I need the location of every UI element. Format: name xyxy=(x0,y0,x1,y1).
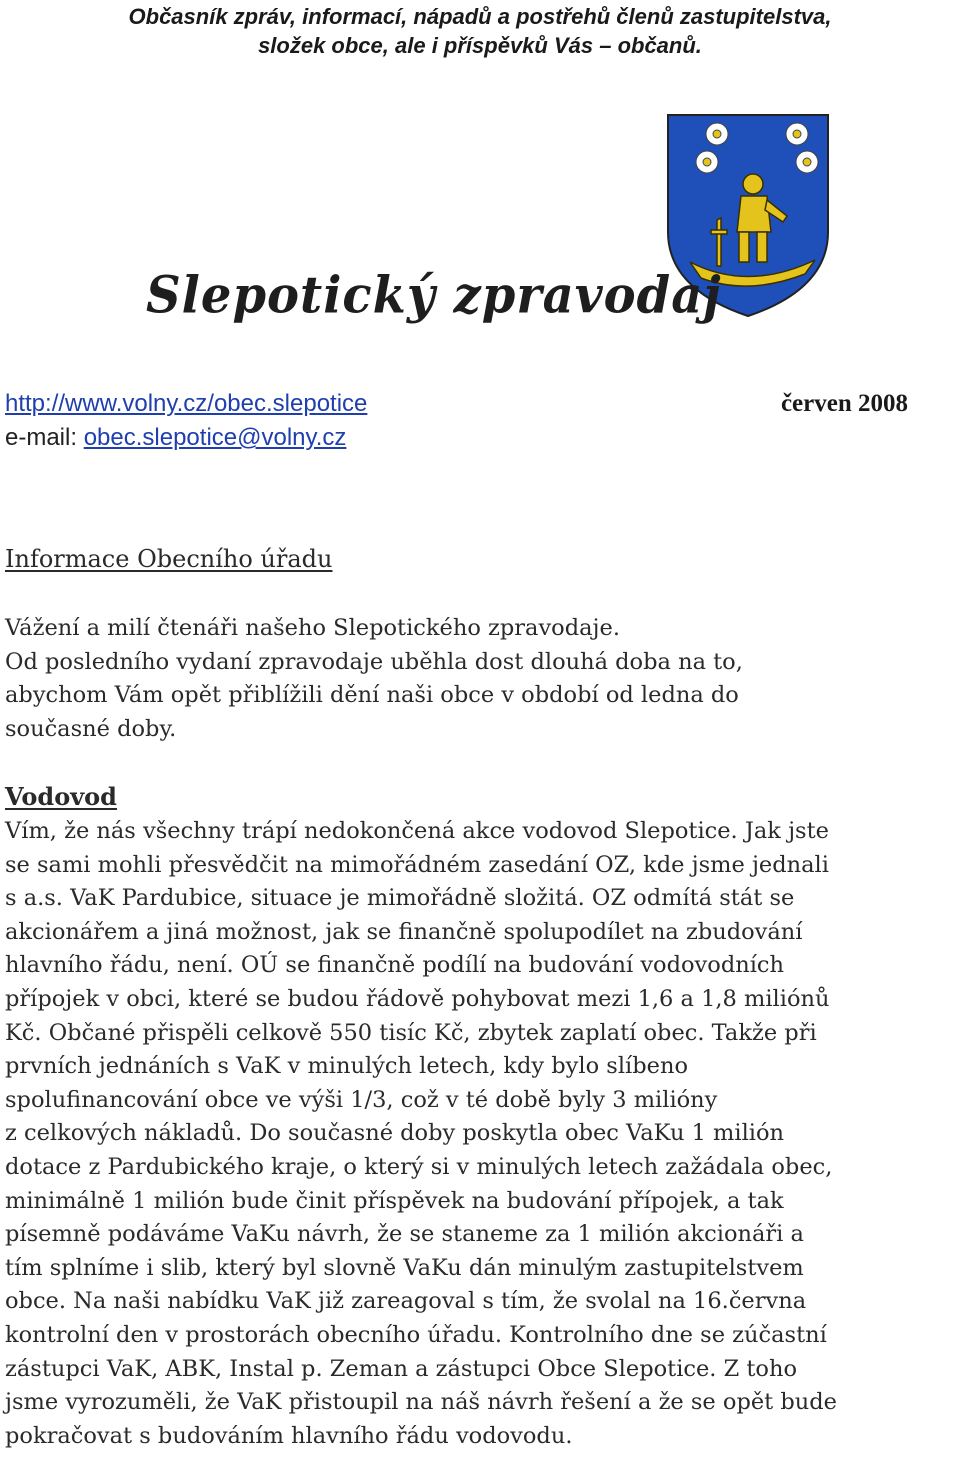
body-line: s a.s. VaK Pardubice, situace je mimořádně složitá. OZ odmítá stát se xyxy=(5,885,795,912)
intro-line: abychom Vám opět přiblížili dění naši obce v období od ledna do xyxy=(5,682,739,709)
body-line: dotace z Pardubického kraje, o který si v minulých letech zažádala obec, xyxy=(5,1153,833,1180)
email-link[interactable]: obec.slepotice@volny.cz xyxy=(83,424,347,451)
body-line: Vím, že nás všechny trápí nedokončená akce vodovod Slepotice. Jak jste xyxy=(5,818,829,844)
body-line: jsme vyrozuměli, že VaK přistoupil na náš návrh řešení a že se opět bude xyxy=(5,1389,837,1416)
intro-line: Vážení a milí čtenáři našeho Slepotického zpravodaje. xyxy=(5,615,620,641)
intro-line: Od posledního vydaní zpravodaje uběhla dost dlouhá doba na to, xyxy=(5,648,743,675)
tagline xyxy=(0,2,960,60)
email-label: e-mail: xyxy=(5,424,84,451)
issue-date: červen 2008 xyxy=(780,390,908,417)
body-line: akcionářem a jiná možnost, jak se finančně spolupodílet na zbudování xyxy=(5,918,803,945)
vodovod-subheading: Vodovod xyxy=(5,782,117,811)
body-line: zástupci VaK, ABK, Instal p. Zeman a zástupci Obce Slepotice. Z toho xyxy=(5,1355,798,1382)
tagline-line-1: Občasník zpráv, informací, nápadů a postřehů členů zastupitelstva, xyxy=(128,4,832,29)
body-line: tím splníme i slib, který byl slovně VaKu dán minulým zastupitelstvem xyxy=(5,1254,804,1281)
body-line: kontrolní den v prostorách obecního úřadu. Kontrolního dne se zúčastní xyxy=(5,1321,827,1348)
newsletter-title: Slepotický zpravodaj xyxy=(146,266,722,325)
body-line: přípojek v obci, které se budou řádově pohybovat mezi 1,6 a 1,8 miliónů xyxy=(5,985,830,1012)
body-line: obce. Na naši nabídku VaK již zareagoval s tím, že svolal na 16.června xyxy=(5,1288,807,1315)
body-line: se sami mohli přesvědčit na mimořádném zasedání OZ, kde jsme jednali xyxy=(5,851,829,878)
body-line: pokračovat s budováním hlavního řádu vodovodu. xyxy=(5,1422,573,1449)
body-line: z celkových nákladů. Do současné doby poskytla obec VaKu 1 milión xyxy=(5,1120,785,1147)
website-link[interactable]: http://www.volny.cz/obec.slepotice xyxy=(5,390,368,417)
body-line: písemně podáváme VaKu návrh, že se staneme za 1 milión akcionáři a xyxy=(5,1221,804,1248)
body-line: Kč. Občané přispěli celkově 550 tisíc Kč, zbytek zaplatí obec. Takže při xyxy=(5,1019,817,1046)
intro-line: současné doby. xyxy=(5,715,177,742)
website-line xyxy=(5,390,367,418)
section-heading: Informace Obecního úřadu xyxy=(5,545,333,573)
email-line xyxy=(5,424,346,452)
body-line: spolufinancování obce ve výši 1/3, což v té době byly 3 milióny xyxy=(5,1086,718,1113)
vodovod-paragraph xyxy=(5,815,955,1453)
body-line: hlavního řádu, není. OÚ se finančně podílí na budování vodovodních xyxy=(5,952,784,979)
intro-paragraph xyxy=(5,612,955,746)
body-line: minimálně 1 milión bude činit příspěvek na budování přípojek, a tak xyxy=(5,1187,784,1214)
body-line: prvních jednáních s VaK v minulých letech, kdy bylo slíbeno xyxy=(5,1053,688,1080)
tagline-line-2: složek obce, ale i příspěvků Vás – občanů. xyxy=(258,33,702,58)
